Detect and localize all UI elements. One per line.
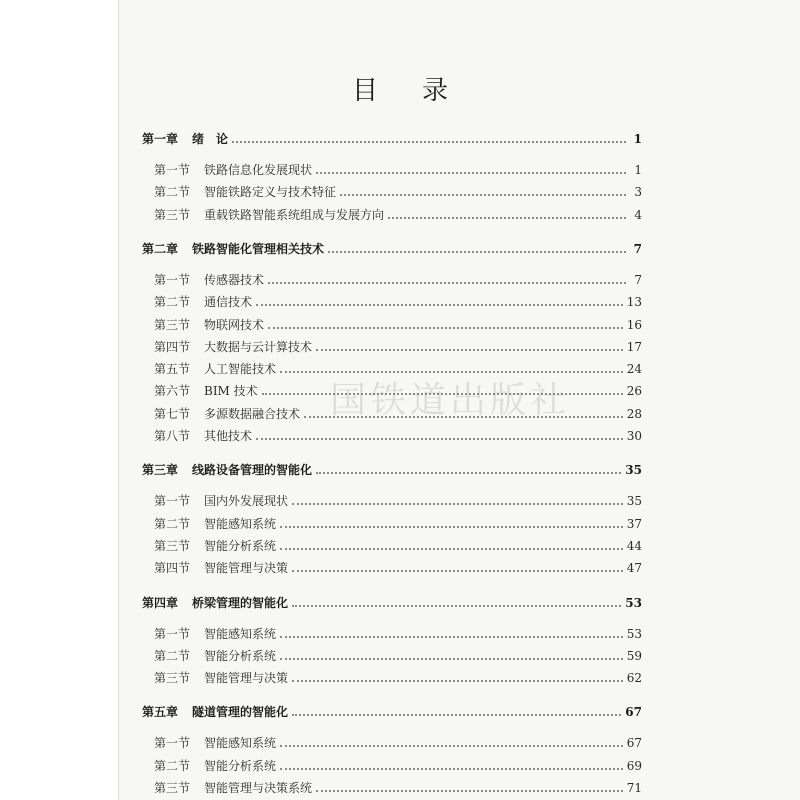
entry-title: 人工智能技术 [204,362,277,377]
entry-number: 第一章 [142,132,179,146]
entry-number: 第四章 [142,595,179,610]
entry-title: 大数据与云计算技术 [204,339,313,354]
entry-page-number: 7 [633,241,642,256]
dot-leader [292,570,623,572]
entry-number: 第一节 [154,736,191,751]
entry-number: 第五节 [154,362,191,377]
entry-page-number: 35 [625,463,642,478]
toc-section-entry[interactable] [154,267,642,287]
toc-chapter-entry[interactable] [142,590,642,610]
entry-number: 第一节 [154,272,191,287]
entry-page-number: 1 [634,163,642,177]
toc-section-entry[interactable] [154,621,642,641]
toc-chapter-entry[interactable] [142,699,642,719]
entry-number: 第一节 [154,163,191,177]
entry-page-number: 69 [626,758,642,773]
toc-section-entry[interactable] [154,730,642,750]
entry-page-number: 24 [626,362,642,377]
toc-section-entry[interactable] [154,511,642,531]
entry-number: 第二节 [154,295,191,310]
toc-section-entry[interactable] [154,775,642,795]
toc-section-entry[interactable] [154,157,642,177]
entry-page-number: 62 [626,671,642,686]
dot-leader [256,304,623,306]
entry-title: 其他技术 [204,429,253,443]
watermark: 国铁道出版社 [330,380,571,421]
entry-number: 第二节 [154,758,191,773]
entry-number: 第三节 [154,538,191,553]
dot-leader [292,680,623,682]
toc-chapter-entry[interactable] [142,236,642,256]
toc-section-entry[interactable] [154,643,642,663]
toc-section-entry[interactable] [154,753,642,773]
entry-title: 线路设备管理的智能化 [192,463,313,478]
entry-title: 智能感知系统 [204,626,277,641]
dot-leader [316,472,621,474]
entry-page-number: 26 [626,384,642,399]
entry-page-number: 3 [634,185,642,200]
entry-number: 第五章 [142,705,179,720]
dot-leader [328,251,626,253]
entry-number: 第四节 [154,339,191,354]
entry-number: 第三节 [154,781,191,795]
entry-number: 第六节 [154,384,191,399]
toc-section-entry[interactable] [154,533,642,553]
entry-title: 铁路信息化发展现状 [204,163,313,177]
entry-page-number: 47 [626,561,642,576]
dot-leader [262,393,623,395]
dot-leader [292,605,621,607]
entry-number: 第一节 [154,494,191,509]
dot-leader [280,658,623,660]
entry-title: 智能分析系统 [204,758,277,773]
entry-number: 第三节 [154,317,191,332]
entry-page-number: 4 [634,207,642,222]
entry-number: 第一节 [154,626,191,641]
entry-title: 智能管理与决策 [204,671,289,686]
entry-page-number: 16 [626,317,642,332]
dot-leader [268,282,626,284]
entry-page-number: 28 [626,406,642,421]
toc-section-entry[interactable] [154,179,642,199]
entry-page-number: 67 [626,736,642,751]
dot-leader [280,371,623,373]
entry-page-number: 17 [626,339,642,354]
toc-section-entry[interactable] [154,401,642,421]
entry-number: 第七节 [154,406,191,421]
entry-number: 第三节 [154,671,191,686]
entry-number: 第八节 [154,429,191,443]
entry-title: 智能管理与决策 [204,561,289,576]
toc-section-entry[interactable] [154,289,642,309]
entry-title: 智能分析系统 [204,538,277,553]
entry-number: 第二节 [154,516,191,531]
toc-section-entry[interactable] [154,202,642,222]
dot-leader [280,548,623,550]
entry-number: 第三节 [154,207,191,222]
entry-title: 桥梁管理的智能化 [192,595,289,610]
entry-page-number: 30 [626,429,642,443]
dot-leader [316,790,623,792]
dot-leader [280,636,623,638]
entry-number: 第二节 [154,648,191,663]
entry-page-number: 71 [626,781,642,795]
toc-section-entry[interactable] [154,334,642,354]
entry-page-number: 1 [633,132,642,146]
entry-number: 第二节 [154,185,191,200]
entry-title: 物联网技术 [204,317,265,332]
entry-page-number: 37 [626,516,642,531]
dot-leader [304,416,623,418]
toc-section-entry[interactable] [154,665,642,685]
dot-leader [280,768,623,770]
toc-section-entry[interactable] [154,555,642,575]
entry-title: 智能铁路定义与技术特征 [204,185,337,200]
toc-section-entry[interactable] [154,378,642,398]
toc-section-entry[interactable] [154,356,642,376]
entry-title: 智能管理与决策系统 [204,781,313,795]
entry-title: 铁路智能化管理相关技术 [192,241,325,256]
dot-leader [256,438,623,440]
dot-leader [388,217,626,219]
entry-page-number: 13 [626,295,642,310]
entry-title: 通信技术 [204,295,253,310]
dot-leader [340,194,626,196]
page-title: 目录 [351,76,492,106]
dot-leader [280,526,623,528]
toc-chapter-entry[interactable] [142,457,642,477]
toc-section-entry[interactable] [154,488,642,508]
entry-page-number: 53 [625,595,642,610]
entry-page-number: 59 [626,648,642,663]
entry-number: 第四节 [154,561,191,576]
entry-title: 绪 论 [192,132,229,146]
entry-title: 隧道管理的智能化 [192,705,289,720]
dot-leader [280,745,623,747]
entry-page-number: 7 [634,272,642,287]
dot-leader [268,327,623,329]
entry-title: BIM 技术 [204,384,258,399]
entry-page-number: 53 [626,626,642,641]
toc-section-entry[interactable] [154,423,642,443]
entry-title: 智能感知系统 [204,736,277,751]
entry-title: 重载铁路智能系统组成与发展方向 [204,207,385,222]
entry-title: 传感器技术 [204,272,265,287]
entry-title: 智能感知系统 [204,516,277,531]
entry-page-number: 35 [626,494,642,509]
entry-title: 国内外发展现状 [204,494,289,509]
entry-title: 智能分析系统 [204,648,277,663]
dot-leader [292,503,623,505]
entry-number: 第三章 [142,463,179,478]
dot-leader [232,141,626,143]
dot-leader [316,349,623,351]
toc-section-entry[interactable] [154,312,642,332]
entry-title: 多源数据融合技术 [204,406,301,421]
toc-chapter-entry[interactable] [142,126,642,146]
entry-page-number: 67 [625,705,642,720]
dot-leader [316,172,626,174]
entry-page-number: 44 [626,538,642,553]
entry-number: 第二章 [142,241,179,256]
dot-leader [292,714,621,716]
